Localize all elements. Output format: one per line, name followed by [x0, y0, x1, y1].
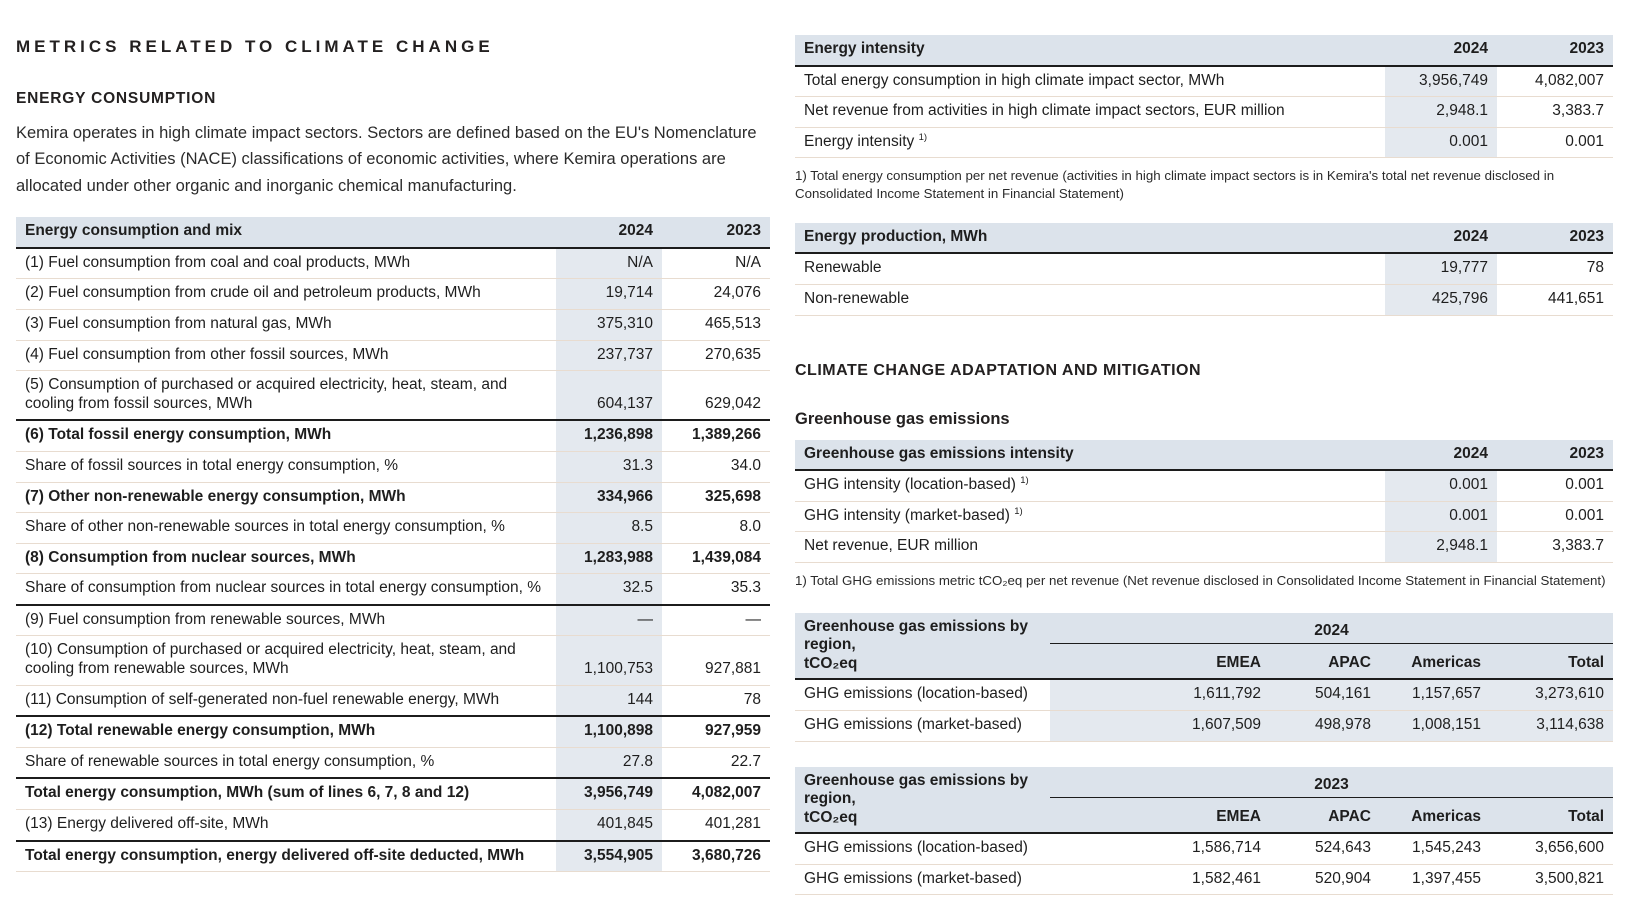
- value-cell: 3,114,638: [1490, 710, 1613, 741]
- data-table: [795, 440, 1613, 563]
- row-label: Net revenue, EUR million: [795, 532, 1385, 563]
- table-year-row: [795, 767, 1613, 798]
- table-header-row: [795, 35, 1613, 66]
- column-header: EMEA: [1050, 798, 1270, 834]
- value-cell: 629,042: [662, 371, 770, 421]
- year-header: 2023: [1497, 35, 1613, 66]
- column-header: Total: [1490, 798, 1613, 834]
- table-row: [795, 66, 1613, 97]
- ghg-emissions-heading: Greenhouse gas emissions: [795, 409, 1010, 428]
- data-table: [795, 767, 1613, 896]
- table-header-row: [795, 223, 1613, 254]
- value-cell: 927,959: [662, 716, 770, 747]
- row-label: (2) Fuel consumption from crude oil and petroleum products, MWh: [16, 279, 556, 310]
- year-header: 2023: [1050, 767, 1613, 798]
- value-cell: 1,439,084: [662, 543, 770, 574]
- value-cell: —: [662, 605, 770, 636]
- value-cell: 0.001: [1385, 501, 1497, 532]
- value-cell: 3,554,905: [556, 841, 662, 872]
- table-head: [795, 613, 1613, 680]
- year-header: 2024: [1385, 35, 1497, 66]
- value-cell: 24,076: [662, 279, 770, 310]
- table-body: [16, 248, 770, 872]
- row-label: Share of other non-renewable sources in total energy consumption, %: [16, 513, 556, 544]
- column-header: Americas: [1380, 798, 1490, 834]
- value-cell: 3,956,749: [556, 778, 662, 809]
- row-label: (13) Energy delivered off-site, MWh: [16, 810, 556, 841]
- table-row: [16, 685, 770, 716]
- value-cell: 1,236,898: [556, 420, 662, 451]
- value-cell: 1,283,988: [556, 543, 662, 574]
- column-header: EMEA: [1050, 644, 1270, 680]
- energy-intensity-table: [795, 35, 1613, 158]
- row-label: Share of renewable sources in total energy consumption, %: [16, 747, 556, 778]
- row-label: (10) Consumption of purchased or acquired electricity, heat, steam, and cooling from renewable sources, MWh: [16, 636, 556, 685]
- table-row: [795, 97, 1613, 128]
- table-row: [16, 574, 770, 605]
- value-cell: 144: [556, 685, 662, 716]
- year-header: 2023: [1497, 440, 1613, 471]
- value-cell: N/A: [556, 248, 662, 279]
- row-label: GHG intensity (market-based) $^{1)}$: [795, 501, 1385, 532]
- row-label: Renewable: [804, 259, 882, 277]
- value-cell: 0.001: [1565, 476, 1604, 494]
- table-row: [795, 864, 1613, 895]
- value-cell: 524,643: [1314, 839, 1371, 857]
- value-cell: 1,545,243: [1412, 839, 1481, 857]
- value-cell: 1,100,898: [556, 716, 662, 747]
- data-table: [795, 223, 1613, 316]
- footnote-ref: 1): [1014, 505, 1023, 517]
- value-cell: 3,656,600: [1535, 839, 1605, 857]
- column-header: APAC: [1270, 798, 1380, 834]
- value-cell: 1,157,657: [1380, 679, 1490, 710]
- value-cell: 1,582,461: [1050, 864, 1270, 895]
- row-label: GHG intensity (location-based) $^{1)}$: [804, 474, 1029, 494]
- energy-consumption-heading: ENERGY CONSUMPTION: [16, 90, 217, 107]
- table-head: [795, 767, 1613, 834]
- table-row: [16, 636, 770, 685]
- value-cell: 1,008,151: [1380, 710, 1490, 741]
- value-cell: 3,500,821: [1490, 864, 1613, 895]
- footnote-ref: 1): [918, 131, 928, 143]
- column-header: Americas: [1380, 644, 1490, 680]
- table-row: [16, 841, 770, 872]
- value-cell: 3,680,726: [662, 841, 770, 872]
- year-header: 2023: [662, 217, 770, 248]
- value-cell: 465,513: [662, 309, 770, 340]
- table-row: [16, 309, 770, 340]
- column-header: Total: [1490, 644, 1613, 680]
- table-row: [16, 248, 770, 279]
- value-cell: 927,881: [662, 636, 770, 685]
- table-row: [795, 284, 1613, 315]
- value-cell: 3,956,749: [1385, 66, 1497, 97]
- value-cell: 2,948.1: [1385, 97, 1497, 128]
- row-label: GHG emissions (location-based): [804, 685, 1028, 703]
- value-cell: 375,310: [556, 309, 662, 340]
- table-row: [16, 451, 770, 482]
- value-cell: 31.3: [556, 451, 662, 482]
- row-label: (3) Fuel consumption from natural gas, MWh: [16, 309, 556, 340]
- value-cell: 3,273,610: [1490, 679, 1613, 710]
- row-label: Total energy consumption, energy delivered off-site deducted, MWh: [16, 841, 556, 872]
- table-row: [16, 482, 770, 513]
- table-body: [795, 253, 1613, 315]
- table-body: [795, 679, 1613, 741]
- value-cell: 1,100,753: [556, 636, 662, 685]
- value-cell: 1,586,714: [1192, 839, 1261, 857]
- data-table: [795, 613, 1613, 742]
- row-label: (8) Consumption from nuclear sources, MWh: [16, 543, 556, 574]
- ghg-intensity-table: [795, 440, 1613, 563]
- ghg-by-region-2023-table: [795, 767, 1613, 896]
- value-cell: 2,948.1: [1385, 532, 1497, 563]
- table-row: [16, 810, 770, 841]
- row-label: (5) Consumption of purchased or acquired electricity, heat, steam, and cooling from fossil sources, MWh: [16, 371, 556, 421]
- energy-consumption-table: [16, 217, 770, 872]
- table-row: [16, 371, 770, 421]
- data-table: [795, 35, 1613, 158]
- value-cell: 0.001: [1385, 127, 1497, 158]
- row-label: Energy intensity $^{1)}$: [795, 127, 1385, 158]
- column-header: APAC: [1270, 644, 1380, 680]
- value-cell: 520,904: [1270, 864, 1380, 895]
- table-header-row: [795, 440, 1613, 471]
- value-cell: 27.8: [556, 747, 662, 778]
- value-cell: 401,281: [662, 810, 770, 841]
- table-row: [795, 710, 1613, 741]
- value-cell: —: [556, 605, 662, 636]
- table-title: Energy production, MWh: [795, 223, 1385, 254]
- table-row: [16, 420, 770, 451]
- value-cell: 401,845: [556, 810, 662, 841]
- year-header: 2023: [1497, 223, 1613, 254]
- table-row: [16, 716, 770, 747]
- table-title: Greenhouse gas emissions by region, tCO₂eq: [795, 613, 1050, 680]
- row-label: Non-renewable: [795, 284, 1385, 315]
- table-head: [795, 440, 1613, 471]
- value-cell: 334,966: [556, 482, 662, 513]
- table-row: [795, 679, 1613, 710]
- energy-production-table: [795, 223, 1613, 316]
- row-label: (12) Total renewable energy consumption, MWh: [16, 716, 556, 747]
- row-label: (6) Total fossil energy consumption, MWh: [16, 420, 556, 451]
- table-body: [795, 833, 1613, 895]
- row-label: Share of fossil sources in total energy consumption, %: [16, 451, 556, 482]
- table-row: [795, 501, 1613, 532]
- table-head: [795, 35, 1613, 66]
- table-body: [795, 470, 1613, 562]
- year-header: 2024: [1385, 440, 1497, 471]
- table-head: [795, 223, 1613, 254]
- row-label: Net revenue from activities in high climate impact sectors, EUR million: [795, 97, 1385, 128]
- ghg-intensity-footnote: 1) Total GHG emissions metric tCO₂eq per net revenue (Net revenue disclosed in Consolidated Income Statement in Financial Statement): [795, 572, 1606, 588]
- value-cell: 604,137: [556, 371, 662, 421]
- table-header-row: [16, 217, 770, 248]
- value-cell: 8.0: [662, 513, 770, 544]
- value-cell: 237,737: [556, 340, 662, 371]
- value-cell: 3,383.7: [1497, 532, 1613, 563]
- table-row: [16, 340, 770, 371]
- value-cell: 34.0: [662, 451, 770, 482]
- value-cell: 0.001: [1497, 501, 1613, 532]
- value-cell: 35.3: [662, 574, 770, 605]
- value-cell: 425,796: [1385, 284, 1497, 315]
- value-cell: 4,082,007: [662, 778, 770, 809]
- energy-intensity-footnote: 1) Total energy consumption per net revenue (activities in high climate impact sectors is in Kemira's total net revenue disclosed in Consolidated Income Statement in Financial Statement): [795, 168, 1555, 202]
- table-year-row: [795, 613, 1613, 644]
- value-cell: 19,777: [1385, 253, 1497, 284]
- row-label: GHG emissions (market-based): [795, 864, 1050, 895]
- table-row: [795, 253, 1613, 284]
- table-row: [16, 543, 770, 574]
- value-cell: 19,714: [556, 279, 662, 310]
- value-cell: 1,607,509: [1050, 710, 1270, 741]
- footnote-ref: 1): [1020, 474, 1029, 486]
- value-cell: 3,383.7: [1497, 97, 1613, 128]
- value-cell: 8.5: [556, 513, 662, 544]
- table-row: [16, 747, 770, 778]
- row-label: (7) Other non-renewable energy consumption, MWh: [16, 482, 556, 513]
- value-cell: 441,651: [1497, 284, 1613, 315]
- row-label: Total energy consumption, MWh (sum of lines 6, 7, 8 and 12): [16, 778, 556, 809]
- table-body: [795, 66, 1613, 158]
- value-cell: 78: [662, 685, 770, 716]
- value-cell: 22.7: [662, 747, 770, 778]
- table-title: Energy intensity: [795, 35, 1385, 66]
- table-head: [16, 217, 770, 248]
- page-title: METRICS RELATED TO CLIMATE CHANGE: [16, 37, 494, 56]
- value-cell: 498,978: [1270, 710, 1380, 741]
- value-cell: 270,635: [662, 340, 770, 371]
- value-cell: 78: [1586, 259, 1604, 277]
- value-cell: 32.5: [556, 574, 662, 605]
- row-label: (1) Fuel consumption from coal and coal products, MWh: [25, 253, 411, 271]
- row-label: GHG emissions (market-based): [795, 710, 1050, 741]
- table-row: [16, 513, 770, 544]
- row-label: (9) Fuel consumption from renewable sources, MWh: [16, 605, 556, 636]
- row-label: (11) Consumption of self-generated non-fuel renewable energy, MWh: [16, 685, 556, 716]
- adaptation-mitigation-heading: CLIMATE CHANGE ADAPTATION AND MITIGATION: [795, 361, 1202, 379]
- value-cell: 1,611,792: [1050, 679, 1270, 710]
- year-header: 2024: [556, 217, 662, 248]
- data-table: [16, 217, 770, 872]
- table-row: [795, 470, 1613, 501]
- table-row: [795, 127, 1613, 158]
- row-label: (4) Fuel consumption from other fossil sources, MWh: [16, 340, 556, 371]
- value-cell: 325,698: [662, 482, 770, 513]
- intro-paragraph: Kemira operates in high climate impact sectors. Sectors are defined based on the EU's Nomenclature of Economic Activities (NACE) classifications of economic activities, where Kemira operations are allocated under other organic and inorganic chemical manufacturing.: [16, 124, 757, 195]
- table-row: [795, 833, 1613, 864]
- value-cell: 1,397,455: [1380, 864, 1490, 895]
- table-title: Greenhouse gas emissions by region, tCO₂eq: [795, 767, 1050, 834]
- value-cell: N/A: [735, 253, 761, 271]
- year-header: 2024: [1385, 223, 1497, 254]
- table-row: [16, 778, 770, 809]
- ghg-by-region-2024-table: [795, 613, 1613, 742]
- right-column: [795, 35, 1613, 895]
- row-label: Total energy consumption in high climate impact sector, MWh: [804, 71, 1225, 89]
- table-row: [16, 605, 770, 636]
- value-cell: 1,389,266: [662, 420, 770, 451]
- table-row: [795, 532, 1613, 563]
- table-row: [16, 279, 770, 310]
- value-cell: 504,161: [1270, 679, 1380, 710]
- value-cell: 4,082,007: [1535, 71, 1604, 89]
- table-title: Greenhouse gas emissions intensity: [795, 440, 1385, 471]
- value-cell: 0.001: [1385, 470, 1497, 501]
- row-label: GHG emissions (location-based): [804, 839, 1028, 857]
- value-cell: 0.001: [1497, 127, 1613, 158]
- table-title: Energy consumption and mix: [16, 217, 556, 248]
- left-column: [16, 37, 770, 872]
- year-header: 2024: [1050, 613, 1613, 644]
- row-label: Share of consumption from nuclear sources in total energy consumption, %: [16, 574, 556, 605]
